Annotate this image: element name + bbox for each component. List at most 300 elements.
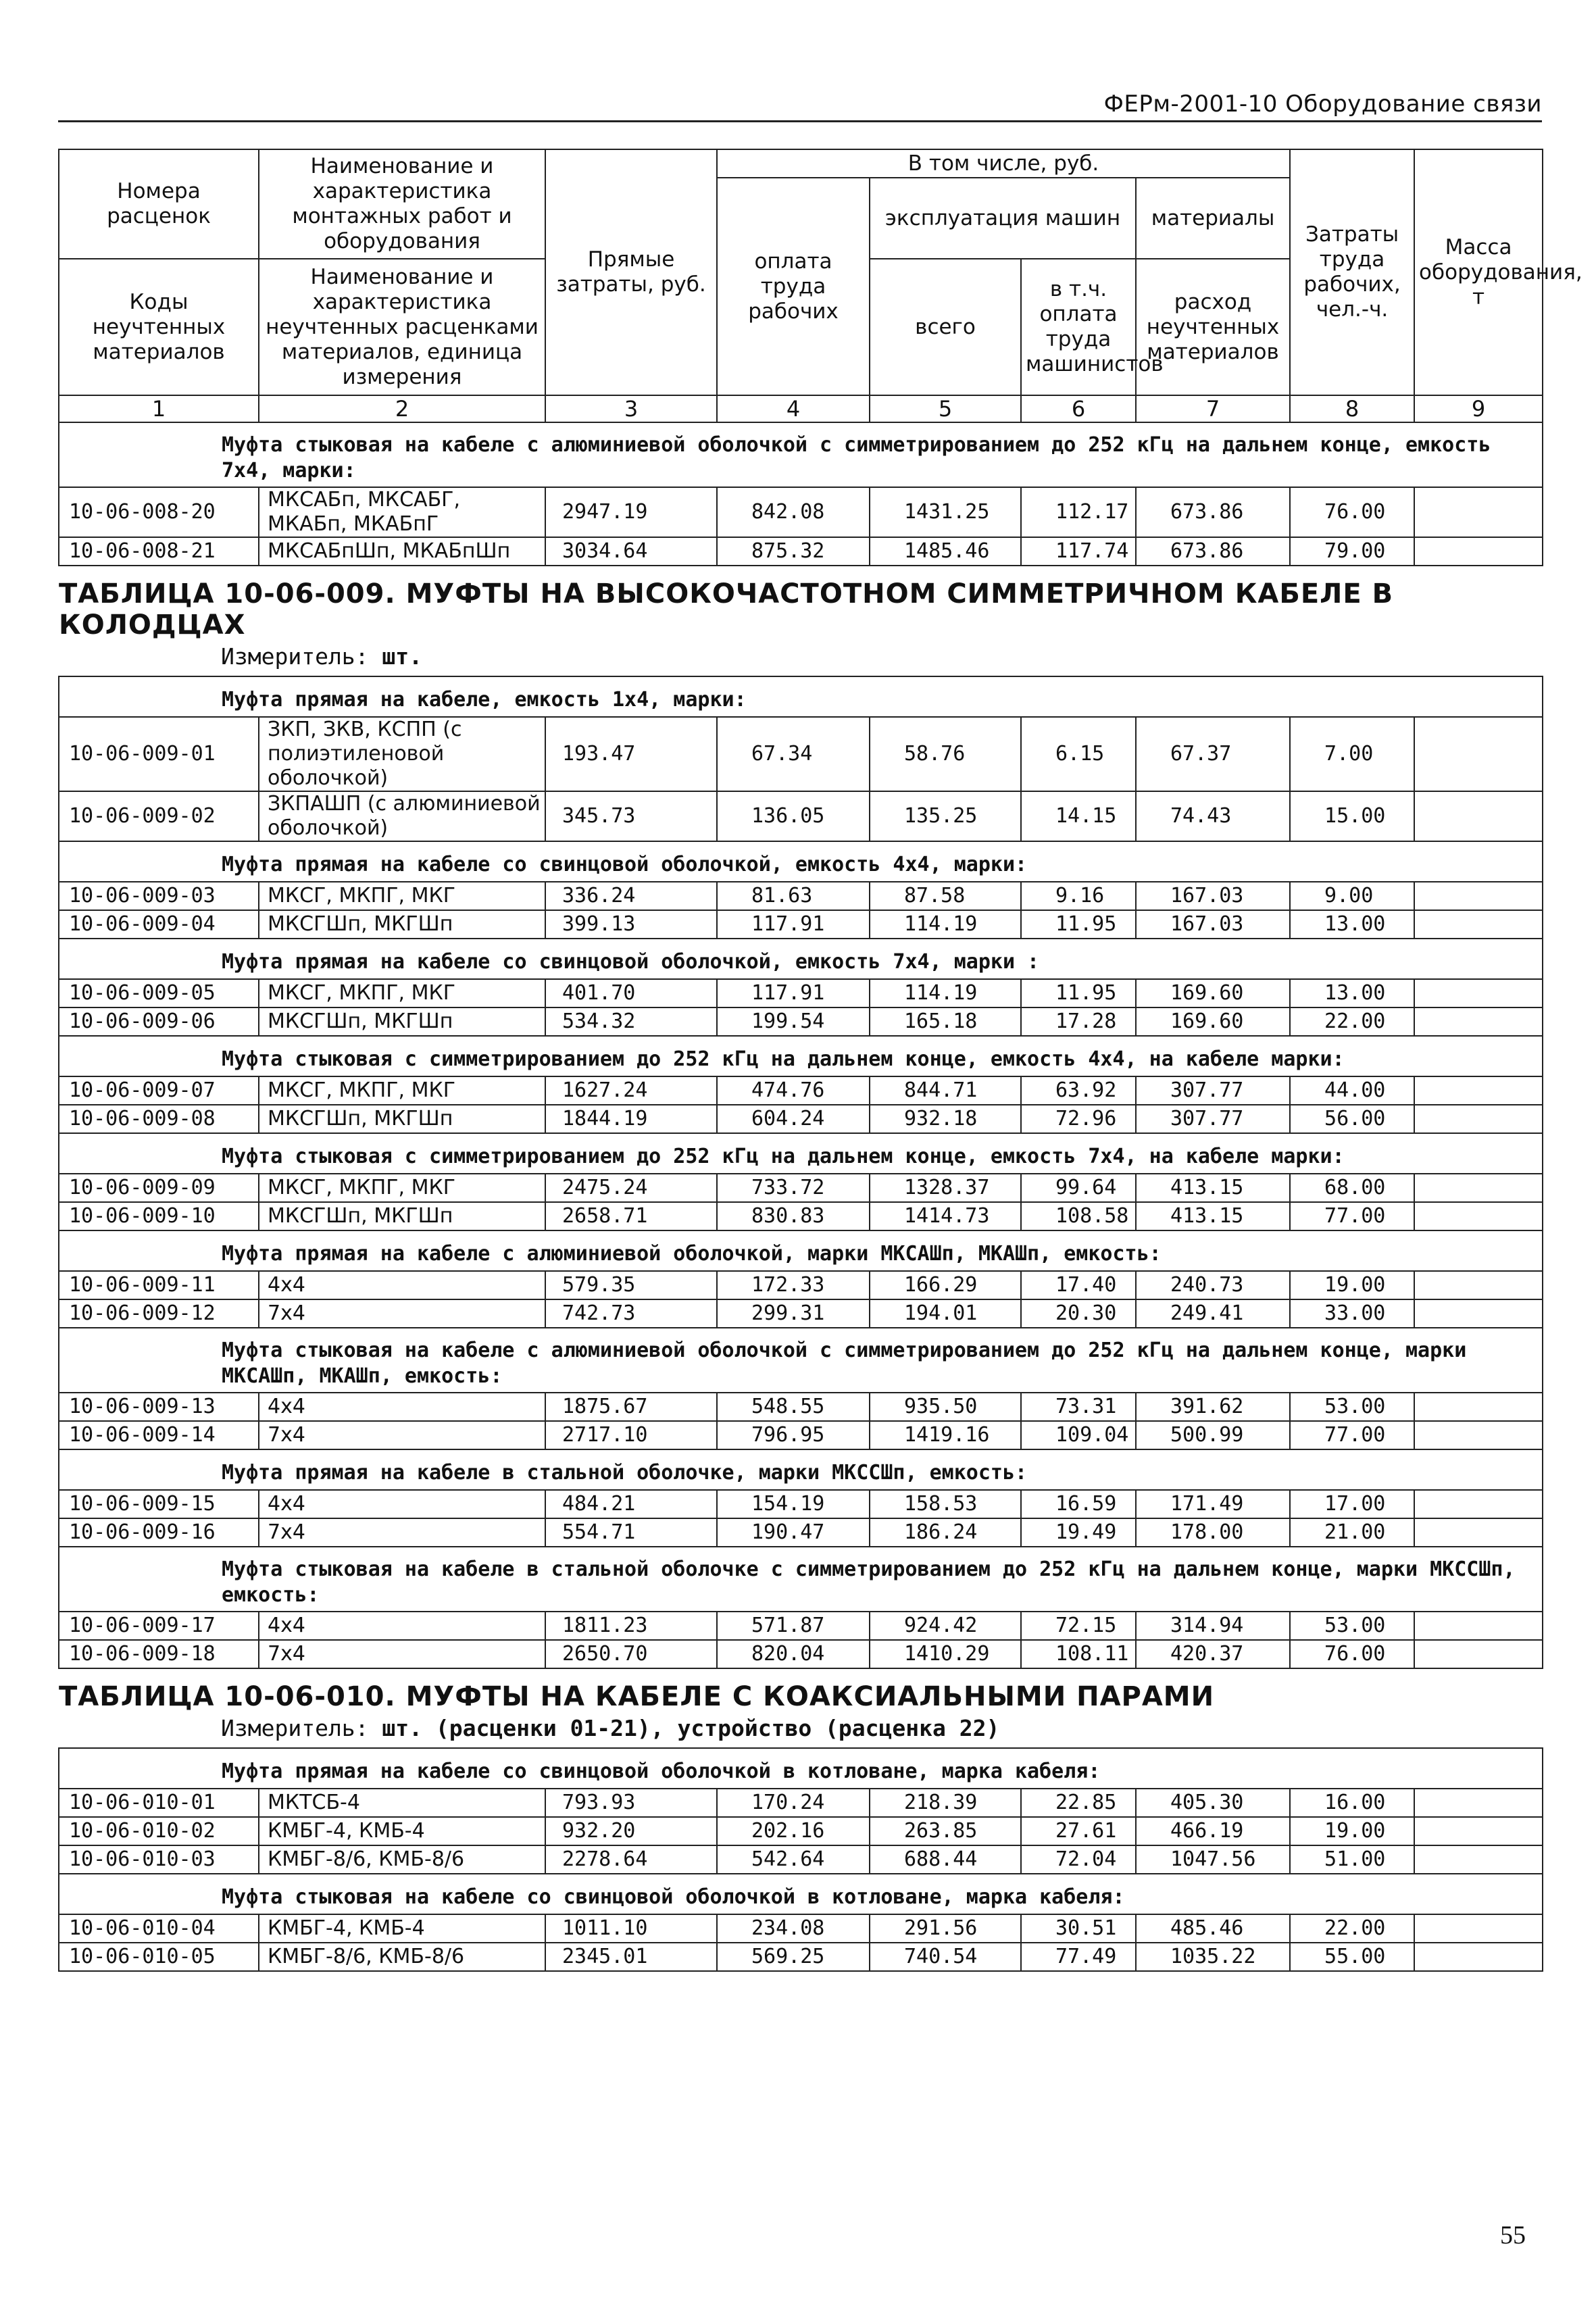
labor-hours-cell: 22.00 (1290, 1914, 1414, 1943)
machines-total-cell: 291.56 (870, 1914, 1021, 1943)
table-heading-row (59, 566, 1543, 641)
mass-cell (1414, 1105, 1543, 1133)
group-title-row (59, 676, 1543, 717)
machinists-pay-cell: 27.61 (1021, 1817, 1136, 1845)
table-row (59, 1845, 1543, 1874)
rate-code-cell: 10-06-009-07 (59, 1076, 259, 1105)
column-number: 5 (870, 395, 1021, 422)
table-row (59, 1299, 1543, 1328)
table-heading: ТАБЛИЦА 10-06-010. МУФТЫ НА КАБЕЛЕ С КОАКСИАЛЬНЫМИ ПАРАМИ (59, 1681, 1215, 1712)
unit-value: шт. (расценки 01-21), устройство (расценка 22) (382, 1715, 1000, 1741)
labor-pay-cell: 542.64 (717, 1845, 870, 1874)
table-body (59, 422, 1543, 1971)
machinists-pay-cell: 30.51 (1021, 1914, 1136, 1943)
materials-cell: 314.94 (1136, 1612, 1290, 1640)
labor-hours-cell: 76.00 (1290, 1640, 1414, 1668)
machinists-pay-cell: 99.64 (1021, 1174, 1136, 1202)
machinists-pay-cell: 14.15 (1021, 791, 1136, 841)
group-title: Муфта стыковая на кабеле в стальной оболочке с симметрированием до 252 кГц на дальнем конце, марки МКССШп, емкость: (59, 1547, 1543, 1612)
materials-cell: 178.00 (1136, 1518, 1290, 1547)
machines-total-cell: 1485.46 (870, 537, 1021, 566)
mass-cell (1414, 717, 1543, 791)
mass-cell (1414, 791, 1543, 841)
group-title-row (59, 1449, 1543, 1490)
machines-total-cell: 844.71 (870, 1076, 1021, 1105)
machines-total-cell: 158.53 (870, 1490, 1021, 1518)
rates-table (58, 149, 1582, 1972)
table-row (59, 882, 1543, 910)
labor-pay-cell: 172.33 (717, 1271, 870, 1299)
column-number: 1 (59, 395, 259, 422)
rate-code-cell: 10-06-010-02 (59, 1817, 259, 1845)
labor-hours-cell: 17.00 (1290, 1490, 1414, 1518)
group-title: Муфта прямая на кабеле, емкость 1х4, марки: (59, 676, 1543, 717)
work-name-cell: ЗКП, ЗКВ, КСПП (с полиэтиленовой оболочкой) (259, 717, 545, 791)
table-row (59, 1490, 1543, 1518)
labor-hours-cell: 53.00 (1290, 1393, 1414, 1421)
machines-total-cell: 1328.37 (870, 1174, 1021, 1202)
machines-total-cell: 114.19 (870, 910, 1021, 939)
materials-cell: 485.46 (1136, 1914, 1290, 1943)
direct-costs-cell: 1844.19 (545, 1105, 717, 1133)
group-title: Муфта прямая на кабеле в стальной оболочке, марки МКССШп, емкость: (59, 1449, 1543, 1490)
table-row (59, 1202, 1543, 1230)
rate-code-cell: 10-06-009-11 (59, 1271, 259, 1299)
rate-code-cell: 10-06-010-01 (59, 1789, 259, 1817)
machinists-pay-cell: 108.11 (1021, 1640, 1136, 1668)
labor-pay-cell: 154.19 (717, 1490, 870, 1518)
rate-code-cell: 10-06-009-12 (59, 1299, 259, 1328)
direct-costs-cell: 484.21 (545, 1490, 717, 1518)
table-row (59, 1076, 1543, 1105)
labor-hours-cell: 51.00 (1290, 1845, 1414, 1874)
labor-hours-cell: 13.00 (1290, 910, 1414, 939)
mass-cell (1414, 1202, 1543, 1230)
direct-costs-cell: 401.70 (545, 979, 717, 1007)
machines-total-cell: 688.44 (870, 1845, 1021, 1874)
labor-pay-cell: 199.54 (717, 1007, 870, 1036)
machinists-pay-cell: 19.49 (1021, 1518, 1136, 1547)
rate-code-cell: 10-06-009-03 (59, 882, 259, 910)
unit-value: шт. (382, 643, 423, 670)
mass-cell (1414, 1845, 1543, 1874)
work-name-cell: 7х4 (259, 1640, 545, 1668)
table-row (59, 1612, 1543, 1640)
labor-pay-cell: 299.31 (717, 1299, 870, 1328)
materials-cell: 240.73 (1136, 1271, 1290, 1299)
machines-total-cell: 263.85 (870, 1817, 1021, 1845)
direct-costs-cell: 1627.24 (545, 1076, 717, 1105)
mass-cell (1414, 979, 1543, 1007)
table-row (59, 537, 1543, 566)
rate-code-cell: 10-06-009-01 (59, 717, 259, 791)
group-title-row (59, 1328, 1543, 1393)
machines-total-cell: 114.19 (870, 979, 1021, 1007)
table-row (59, 717, 1543, 791)
labor-hours-cell: 33.00 (1290, 1299, 1414, 1328)
direct-costs-cell: 932.20 (545, 1817, 717, 1845)
labor-hours-cell: 77.00 (1290, 1421, 1414, 1449)
direct-costs-cell: 345.73 (545, 791, 717, 841)
table-row (59, 1421, 1543, 1449)
unit-label: Измеритель: (221, 1715, 369, 1741)
labor-hours-cell: 56.00 (1290, 1105, 1414, 1133)
group-title-row (59, 1547, 1543, 1612)
table-row (59, 1640, 1543, 1668)
work-name-cell: КМБГ-8/6, КМБ-8/6 (259, 1943, 545, 1971)
work-name-cell: МКСГШп, МКГШп (259, 1105, 545, 1133)
page-number: 55 (1500, 2221, 1526, 2249)
labor-hours-cell: 7.00 (1290, 717, 1414, 791)
header-rule (58, 120, 1542, 122)
machines-total-cell: 1431.25 (870, 487, 1021, 537)
machinists-pay-cell: 17.40 (1021, 1271, 1136, 1299)
materials-cell: 500.99 (1136, 1421, 1290, 1449)
table-row (59, 1817, 1543, 1845)
materials-cell: 74.43 (1136, 791, 1290, 841)
group-title-row (59, 1036, 1543, 1076)
work-name-cell: ЗКПАШП (с алюминиевой оболочкой) (259, 791, 545, 841)
table-heading: ТАБЛИЦА 10-06-009. МУФТЫ НА ВЫСОКОЧАСТОТНОМ СИММЕТРИЧНОМ КАБЕЛЕ В КОЛОДЦАХ (59, 578, 1394, 641)
rate-code-cell: 10-06-009-09 (59, 1174, 259, 1202)
labor-hours-cell: 79.00 (1290, 537, 1414, 566)
table-row (59, 1518, 1543, 1547)
labor-pay-cell: 820.04 (717, 1640, 870, 1668)
direct-costs-cell: 2650.70 (545, 1640, 717, 1668)
rate-code-cell: 10-06-010-03 (59, 1845, 259, 1874)
labor-pay-cell: 875.32 (717, 537, 870, 566)
materials-cell: 249.41 (1136, 1299, 1290, 1328)
mass-cell (1414, 1490, 1543, 1518)
machines-total-cell: 1414.73 (870, 1202, 1021, 1230)
rate-code-cell: 10-06-009-05 (59, 979, 259, 1007)
group-title: Муфта прямая на кабеле с алюминиевой оболочкой, марки МКСАШп, МКАШп, емкость: (59, 1230, 1543, 1271)
materials-cell: 169.60 (1136, 1007, 1290, 1036)
machines-total-cell: 218.39 (870, 1789, 1021, 1817)
machinists-pay-cell: 11.95 (1021, 979, 1136, 1007)
work-name-cell: МКСГШп, МКГШп (259, 1202, 545, 1230)
materials-cell: 167.03 (1136, 882, 1290, 910)
labor-pay-cell: 796.95 (717, 1421, 870, 1449)
machinists-pay-cell: 11.95 (1021, 910, 1136, 939)
direct-costs-cell: 554.71 (545, 1518, 717, 1547)
rate-code-cell: 10-06-008-20 (59, 487, 259, 537)
machines-total-cell: 58.76 (870, 717, 1021, 791)
column-number: 3 (545, 395, 717, 422)
machinists-pay-cell: 9.16 (1021, 882, 1136, 910)
mass-cell (1414, 910, 1543, 939)
labor-hours-cell: 77.00 (1290, 1202, 1414, 1230)
work-name-cell: КМБГ-4, КМБ-4 (259, 1914, 545, 1943)
group-title-row (59, 1874, 1543, 1914)
table-row (59, 1393, 1543, 1421)
mass-cell (1414, 1943, 1543, 1971)
materials-cell: 67.37 (1136, 717, 1290, 791)
materials-cell: 169.60 (1136, 979, 1290, 1007)
labor-pay-cell: 202.16 (717, 1817, 870, 1845)
group-title-row (59, 1748, 1543, 1789)
direct-costs-cell: 3034.64 (545, 537, 717, 566)
rate-code-cell: 10-06-009-04 (59, 910, 259, 939)
rate-code-cell: 10-06-009-10 (59, 1202, 259, 1230)
mass-cell (1414, 487, 1543, 537)
work-name-cell: МКСАБпШп, МКАБпШп (259, 537, 545, 566)
rate-code-cell: 10-06-009-02 (59, 791, 259, 841)
table-row (59, 1943, 1543, 1971)
materials-cell: 391.62 (1136, 1393, 1290, 1421)
unit-row (59, 1712, 1543, 1748)
table-heading-row (59, 1668, 1543, 1712)
labor-hours-cell: 9.00 (1290, 882, 1414, 910)
machines-total-cell: 740.54 (870, 1943, 1021, 1971)
machinists-pay-cell: 73.31 (1021, 1393, 1136, 1421)
work-name-cell: 4х4 (259, 1393, 545, 1421)
header-unaccounted-materials: расход неучтенных материалов (1136, 259, 1290, 395)
column-number: 7 (1136, 395, 1290, 422)
rate-code-cell: 10-06-009-15 (59, 1490, 259, 1518)
table-row (59, 1174, 1543, 1202)
labor-pay-cell: 830.83 (717, 1202, 870, 1230)
column-number: 6 (1021, 395, 1136, 422)
labor-pay-cell: 117.91 (717, 979, 870, 1007)
machinists-pay-cell: 6.15 (1021, 717, 1136, 791)
labor-pay-cell: 604.24 (717, 1105, 870, 1133)
work-name-cell: 4х4 (259, 1490, 545, 1518)
column-number: 9 (1414, 395, 1543, 422)
mass-cell (1414, 1789, 1543, 1817)
machinists-pay-cell: 22.85 (1021, 1789, 1136, 1817)
group-title: Муфта стыковая с симметрированием до 252 кГц на дальнем конце, емкость 7х4, на кабеле марки: (59, 1133, 1543, 1174)
labor-hours-cell: 15.00 (1290, 791, 1414, 841)
work-name-cell: МКСАБп, МКСАБГ, МКАБп, МКАБпГ (259, 487, 545, 537)
materials-cell: 673.86 (1136, 537, 1290, 566)
column-number: 2 (259, 395, 545, 422)
machinists-pay-cell: 77.49 (1021, 1943, 1136, 1971)
labor-hours-cell: 16.00 (1290, 1789, 1414, 1817)
group-title-row (59, 1133, 1543, 1174)
work-name-cell: КМБГ-8/6, КМБ-8/6 (259, 1845, 545, 1874)
labor-pay-cell: 67.34 (717, 717, 870, 791)
machines-total-cell: 1410.29 (870, 1640, 1021, 1668)
machinists-pay-cell: 117.74 (1021, 537, 1136, 566)
labor-hours-cell: 76.00 (1290, 487, 1414, 537)
rate-code-cell: 10-06-008-21 (59, 537, 259, 566)
header-machine-operation: эксплуатация машин (870, 178, 1136, 259)
machines-total-cell: 1419.16 (870, 1421, 1021, 1449)
machines-total-cell: 87.58 (870, 882, 1021, 910)
table-row (59, 1105, 1543, 1133)
group-title-row (59, 1230, 1543, 1271)
group-title: Муфта стыковая на кабеле со свинцовой оболочкой в котловане, марка кабеля: (59, 1874, 1543, 1914)
mass-cell (1414, 537, 1543, 566)
table-row (59, 1271, 1543, 1299)
materials-cell: 307.77 (1136, 1105, 1290, 1133)
unit-label: Измеритель: (221, 643, 369, 670)
work-name-cell: МКСГ, МКПГ, МКГ (259, 882, 545, 910)
mass-cell (1414, 1421, 1543, 1449)
column-number: 4 (717, 395, 870, 422)
mass-cell (1414, 1299, 1543, 1328)
materials-cell: 167.03 (1136, 910, 1290, 939)
rate-code-cell: 10-06-009-06 (59, 1007, 259, 1036)
machinists-pay-cell: 109.04 (1021, 1421, 1136, 1449)
work-name-cell: МКСГ, МКПГ, МКГ (259, 1076, 545, 1105)
header-labor-hours: Затраты труда рабочих, чел.-ч. (1290, 149, 1414, 395)
machines-total-cell: 932.18 (870, 1105, 1021, 1133)
header-rate-numbers: Номера расценок (59, 149, 259, 259)
work-name-cell: 7х4 (259, 1299, 545, 1328)
mass-cell (1414, 1174, 1543, 1202)
mass-cell (1414, 882, 1543, 910)
direct-costs-cell: 534.32 (545, 1007, 717, 1036)
labor-hours-cell: 53.00 (1290, 1612, 1414, 1640)
table-row (59, 1007, 1543, 1036)
materials-cell: 1035.22 (1136, 1943, 1290, 1971)
table-row (59, 487, 1543, 537)
materials-cell: 413.15 (1136, 1202, 1290, 1230)
machinists-pay-cell: 72.96 (1021, 1105, 1136, 1133)
mass-cell (1414, 1007, 1543, 1036)
table-header (59, 149, 1582, 422)
materials-cell: 405.30 (1136, 1789, 1290, 1817)
direct-costs-cell: 579.35 (545, 1271, 717, 1299)
direct-costs-cell: 1011.10 (545, 1914, 717, 1943)
work-name-cell: 7х4 (259, 1421, 545, 1449)
rate-code-cell: 10-06-009-17 (59, 1612, 259, 1640)
rate-code-cell: 10-06-009-08 (59, 1105, 259, 1133)
labor-pay-cell: 117.91 (717, 910, 870, 939)
machinists-pay-cell: 72.04 (1021, 1845, 1136, 1874)
group-title-row (59, 422, 1543, 487)
header-materials: материалы (1136, 178, 1290, 259)
group-title: Муфта стыковая с симметрированием до 252 кГц на дальнем конце, емкость 4х4, на кабеле марки: (59, 1036, 1543, 1076)
direct-costs-cell: 2345.01 (545, 1943, 717, 1971)
direct-costs-cell: 2947.19 (545, 487, 717, 537)
rate-code-cell: 10-06-010-04 (59, 1914, 259, 1943)
direct-costs-cell: 2475.24 (545, 1174, 717, 1202)
header-equipment-mass: Масса оборудования, т (1414, 149, 1543, 395)
work-name-cell: 4х4 (259, 1271, 545, 1299)
unit-line (59, 1712, 1543, 1748)
header-direct-costs: Прямые затраты, руб. (545, 149, 717, 395)
labor-pay-cell: 81.63 (717, 882, 870, 910)
work-name-cell: МКСГШп, МКГШп (259, 910, 545, 939)
rate-code-cell: 10-06-010-05 (59, 1943, 259, 1971)
work-name-cell: МКСГ, МКПГ, МКГ (259, 979, 545, 1007)
table-row (59, 1789, 1543, 1817)
group-title-row (59, 841, 1543, 882)
labor-hours-cell: 22.00 (1290, 1007, 1414, 1036)
machines-total-cell: 165.18 (870, 1007, 1021, 1036)
direct-costs-cell: 2278.64 (545, 1845, 717, 1874)
labor-pay-cell: 548.55 (717, 1393, 870, 1421)
work-name-cell: МКСГШп, МКГШп (259, 1007, 545, 1036)
labor-hours-cell: 21.00 (1290, 1518, 1414, 1547)
rate-code-cell: 10-06-009-14 (59, 1421, 259, 1449)
labor-hours-cell: 19.00 (1290, 1271, 1414, 1299)
column-number: 8 (1290, 395, 1414, 422)
machinists-pay-cell: 17.28 (1021, 1007, 1136, 1036)
table-row (59, 791, 1543, 841)
work-name-cell: КМБГ-4, КМБ-4 (259, 1817, 545, 1845)
labor-hours-cell: 44.00 (1290, 1076, 1414, 1105)
materials-cell: 673.86 (1136, 487, 1290, 537)
labor-hours-cell: 55.00 (1290, 1943, 1414, 1971)
group-title: Муфта стыковая на кабеле с алюминиевой оболочкой с симметрированием до 252 кГц на дальнем конце, марки МКСАШп, МКАШп, емкость: (59, 1328, 1543, 1393)
direct-costs-cell: 336.24 (545, 882, 717, 910)
labor-pay-cell: 136.05 (717, 791, 870, 841)
rates-table-frame (58, 149, 1582, 1972)
machinists-pay-cell: 108.58 (1021, 1202, 1136, 1230)
rate-code-cell: 10-06-009-13 (59, 1393, 259, 1421)
machinists-pay-cell: 72.15 (1021, 1612, 1136, 1640)
header-work-name: Наименование и характеристика монтажных работ и оборудования (259, 149, 545, 259)
labor-pay-cell: 571.87 (717, 1612, 870, 1640)
header-machinists-pay: в т.ч. оплата труда машинистов (1021, 259, 1136, 395)
direct-costs-cell: 2717.10 (545, 1421, 717, 1449)
unit-row (59, 641, 1543, 676)
machines-total-cell: 935.50 (870, 1393, 1021, 1421)
mass-cell (1414, 1914, 1543, 1943)
header-column-numbers (59, 395, 1543, 422)
group-title: Муфта прямая на кабеле со свинцовой оболочкой, емкость 7х4, марки : (59, 939, 1543, 979)
group-title: Муфта прямая на кабеле со свинцовой оболочкой, емкость 4х4, марки: (59, 841, 1543, 882)
group-title-row (59, 939, 1543, 979)
machines-total-cell: 135.25 (870, 791, 1021, 841)
rate-code-cell: 10-06-009-16 (59, 1518, 259, 1547)
direct-costs-cell: 193.47 (545, 717, 717, 791)
direct-costs-cell: 1875.67 (545, 1393, 717, 1421)
header-in-that-number: В том числе, руб. (717, 149, 1290, 178)
labor-pay-cell: 190.47 (717, 1518, 870, 1547)
labor-hours-cell: 68.00 (1290, 1174, 1414, 1202)
work-name-cell: МКСГ, МКПГ, МКГ (259, 1174, 545, 1202)
materials-cell: 420.37 (1136, 1640, 1290, 1668)
labor-pay-cell: 733.72 (717, 1174, 870, 1202)
unit-line (59, 641, 1543, 676)
materials-cell: 413.15 (1136, 1174, 1290, 1202)
direct-costs-cell: 793.93 (545, 1789, 717, 1817)
direct-costs-cell: 399.13 (545, 910, 717, 939)
header-unaccounted-codes: Коды неучтенных материалов (59, 259, 259, 395)
mass-cell (1414, 1640, 1543, 1668)
machinists-pay-cell: 112.17 (1021, 487, 1136, 537)
machinists-pay-cell: 20.30 (1021, 1299, 1136, 1328)
running-header: ФЕРм-2001-10 Оборудование связи (1103, 91, 1542, 118)
mass-cell (1414, 1612, 1543, 1640)
materials-cell: 466.19 (1136, 1817, 1290, 1845)
work-name-cell: 4х4 (259, 1612, 545, 1640)
labor-pay-cell: 170.24 (717, 1789, 870, 1817)
labor-pay-cell: 474.76 (717, 1076, 870, 1105)
mass-cell (1414, 1817, 1543, 1845)
machines-total-cell: 194.01 (870, 1299, 1021, 1328)
header-labor-pay: оплата труда рабочих (717, 178, 870, 395)
header-unaccounted-name: Наименование и характеристика неучтенных расценками материалов, единица измерения (259, 259, 545, 395)
machinists-pay-cell: 63.92 (1021, 1076, 1136, 1105)
machines-total-cell: 924.42 (870, 1612, 1021, 1640)
direct-costs-cell: 2658.71 (545, 1202, 717, 1230)
work-name-cell: МКТСБ-4 (259, 1789, 545, 1817)
labor-pay-cell: 569.25 (717, 1943, 870, 1971)
materials-cell: 307.77 (1136, 1076, 1290, 1105)
group-title: Муфта прямая на кабеле со свинцовой оболочкой в котловане, марка кабеля: (59, 1748, 1543, 1789)
mass-cell (1414, 1518, 1543, 1547)
table-row (59, 910, 1543, 939)
header-machines-total: всего (870, 259, 1021, 395)
machines-total-cell: 186.24 (870, 1518, 1021, 1547)
labor-hours-cell: 13.00 (1290, 979, 1414, 1007)
